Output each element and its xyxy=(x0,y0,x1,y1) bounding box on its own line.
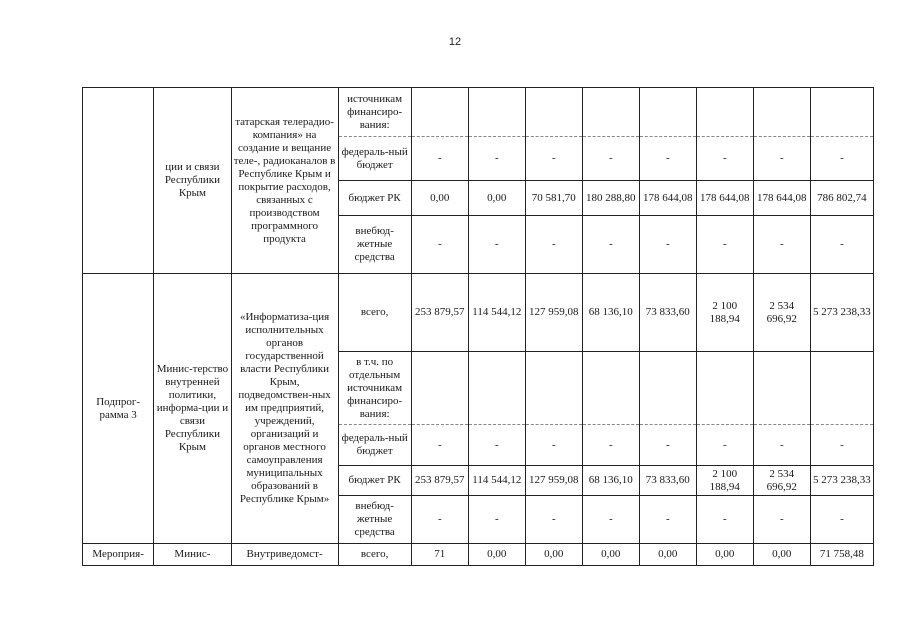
value-cell: 253 879,57 xyxy=(411,274,468,352)
value-cell: 786 802,74 xyxy=(810,181,873,216)
executor-cell: Минис- xyxy=(154,544,231,566)
value-cell: - xyxy=(468,425,525,466)
value-cell: - xyxy=(468,216,525,274)
value-cell: - xyxy=(639,137,696,181)
value-cell: - xyxy=(696,425,753,466)
value-cell: - xyxy=(525,425,582,466)
source-cell: бюджет РК xyxy=(338,466,411,496)
value-cell: - xyxy=(411,137,468,181)
source-cell: внебюд-жетные средства xyxy=(338,496,411,544)
value-cell: 178 644,08 xyxy=(753,181,810,216)
value-cell: - xyxy=(639,496,696,544)
value-cell: - xyxy=(753,496,810,544)
source-cell: федераль-ный бюджет xyxy=(338,425,411,466)
value-cell xyxy=(810,352,873,425)
value-cell xyxy=(468,88,525,137)
value-cell: - xyxy=(525,137,582,181)
value-cell: 0,00 xyxy=(753,544,810,566)
executor-cell: ции и связи Республики Крым xyxy=(154,88,231,274)
value-cell: 71 758,48 xyxy=(810,544,873,566)
value-cell: 2 100 188,94 xyxy=(696,274,753,352)
value-cell: 5 273 238,33 xyxy=(810,274,873,352)
value-cell: 127 959,08 xyxy=(525,466,582,496)
value-cell: 0,00 xyxy=(582,544,639,566)
value-cell: 68 136,10 xyxy=(582,466,639,496)
value-cell: 2 534 696,92 xyxy=(753,274,810,352)
source-cell: бюджет РК xyxy=(338,181,411,216)
value-cell: 71 xyxy=(411,544,468,566)
value-cell xyxy=(582,88,639,137)
value-cell: - xyxy=(810,496,873,544)
value-cell: 0,00 xyxy=(525,544,582,566)
value-cell: - xyxy=(525,496,582,544)
program-cell: Подпрог-рамма 3 xyxy=(83,274,154,544)
program-cell: Мероприя- xyxy=(83,544,154,566)
table-row xyxy=(83,274,874,352)
value-cell xyxy=(582,352,639,425)
source-cell: федераль-ный бюджет xyxy=(338,137,411,181)
value-cell: - xyxy=(411,216,468,274)
value-cell xyxy=(696,88,753,137)
value-cell: - xyxy=(696,216,753,274)
value-cell xyxy=(753,352,810,425)
source-cell: всего, xyxy=(338,274,411,352)
value-cell: - xyxy=(582,496,639,544)
value-cell: 0,00 xyxy=(639,544,696,566)
source-cell: источникам финансиро-вания: xyxy=(338,88,411,137)
source-cell: в т.ч. по отдельным источникам финансиро-вания: xyxy=(338,352,411,425)
value-cell: 2 534 696,92 xyxy=(753,466,810,496)
value-cell xyxy=(639,88,696,137)
value-cell: - xyxy=(582,425,639,466)
value-cell: - xyxy=(468,137,525,181)
value-cell: 0,00 xyxy=(696,544,753,566)
value-cell: 70 581,70 xyxy=(525,181,582,216)
table-row xyxy=(83,88,874,137)
value-cell: 114 544,12 xyxy=(468,274,525,352)
value-cell: - xyxy=(525,216,582,274)
value-cell: - xyxy=(810,137,873,181)
value-cell: 114 544,12 xyxy=(468,466,525,496)
program-cell xyxy=(83,88,154,274)
value-cell: - xyxy=(411,496,468,544)
value-cell: 73 833,60 xyxy=(639,274,696,352)
table-row xyxy=(83,544,874,566)
measure-cell: татарская телерадио-компания» на создание и вещание теле-, радиоканалов в Республике Крым и покрытие расходов, связанных с производством программного продукта xyxy=(231,88,338,274)
value-cell xyxy=(639,352,696,425)
value-cell: - xyxy=(753,216,810,274)
value-cell: 2 100 188,94 xyxy=(696,466,753,496)
value-cell xyxy=(696,352,753,425)
value-cell: - xyxy=(810,425,873,466)
value-cell: 253 879,57 xyxy=(411,466,468,496)
page-number: 12 xyxy=(448,36,462,48)
executor-cell: Минис-терство внутренней политики, информа-ции и связи Республики Крым xyxy=(154,274,231,544)
measure-cell: Внутриведомст- xyxy=(231,544,338,566)
value-cell xyxy=(525,352,582,425)
value-cell: 127 959,08 xyxy=(525,274,582,352)
value-cell: - xyxy=(411,425,468,466)
value-cell xyxy=(411,352,468,425)
source-cell: всего, xyxy=(338,544,411,566)
value-cell: 5 273 238,33 xyxy=(810,466,873,496)
value-cell: - xyxy=(696,496,753,544)
value-cell: 73 833,60 xyxy=(639,466,696,496)
value-cell: 68 136,10 xyxy=(582,274,639,352)
value-cell: - xyxy=(582,216,639,274)
source-cell: внебюд-жетные средства xyxy=(338,216,411,274)
value-cell: 178 644,08 xyxy=(639,181,696,216)
value-cell: 0,00 xyxy=(468,181,525,216)
value-cell xyxy=(468,352,525,425)
value-cell: 0,00 xyxy=(411,181,468,216)
measure-cell: «Информатиза-ция исполнительных органов государственной власти Республики Крым, подведомствен-ных им предприятий, учреждений, организаций и органов местного самоуправления муниципальных образований в Республике Крым» xyxy=(231,274,338,544)
value-cell: 180 288,80 xyxy=(582,181,639,216)
value-cell xyxy=(411,88,468,137)
value-cell: 0,00 xyxy=(468,544,525,566)
value-cell: - xyxy=(810,216,873,274)
value-cell: 178 644,08 xyxy=(696,181,753,216)
value-cell xyxy=(753,88,810,137)
value-cell: - xyxy=(753,425,810,466)
value-cell: - xyxy=(582,137,639,181)
value-cell xyxy=(525,88,582,137)
budget-table xyxy=(82,87,874,566)
value-cell: - xyxy=(468,496,525,544)
value-cell: - xyxy=(696,137,753,181)
value-cell: - xyxy=(639,425,696,466)
value-cell: - xyxy=(753,137,810,181)
value-cell: - xyxy=(639,216,696,274)
value-cell xyxy=(810,88,873,137)
